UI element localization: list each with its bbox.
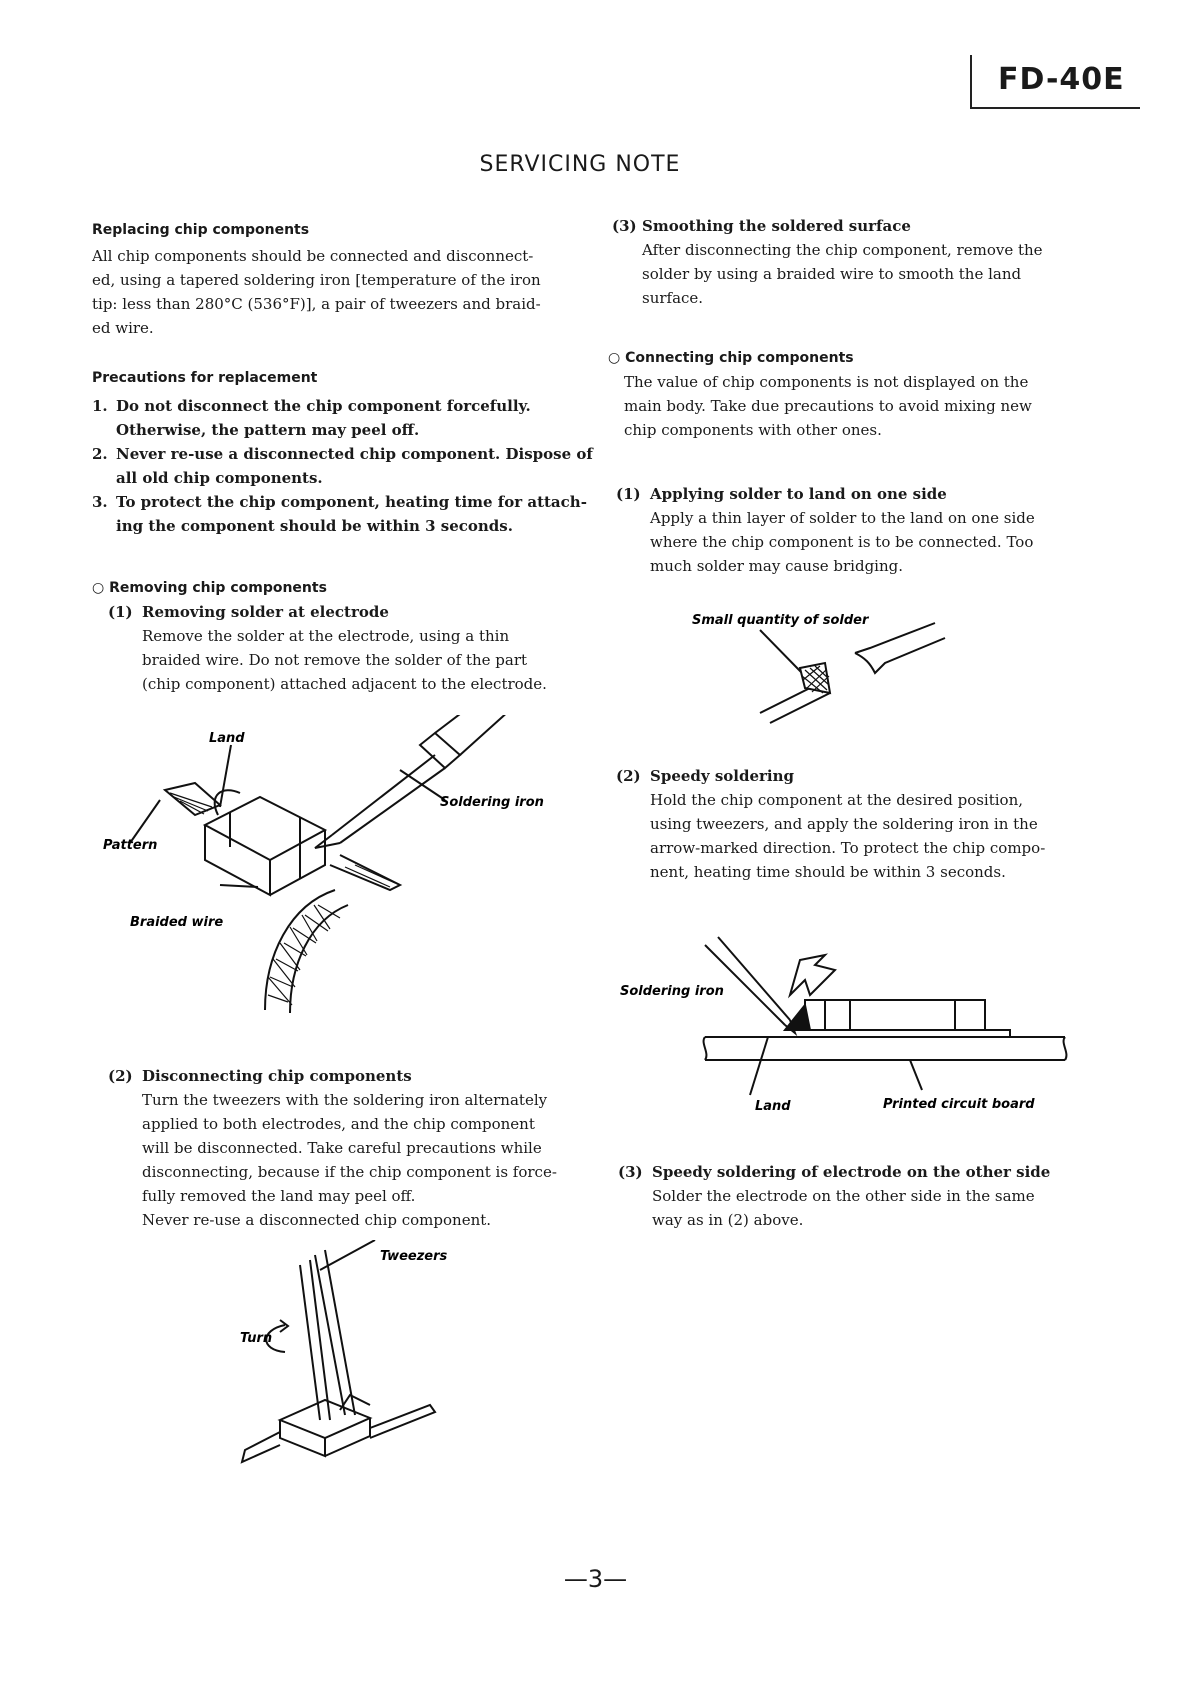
text-line: The value of chip components is not displayed on the (624, 373, 1029, 391)
bullet-icon: ○ (608, 350, 626, 366)
text-line: will be disconnected. Take careful precautions while (142, 1139, 542, 1157)
tweezers-label: Tweezers (380, 1249, 448, 1264)
step-number: (2) (108, 1067, 133, 1085)
pcb-label: Printed circuit board (883, 1097, 1035, 1112)
text-line: Remove the solder at the electrode, using a thin (142, 627, 510, 645)
step-title: Speedy soldering (650, 767, 795, 785)
text-line: Never re-use a disconnected chip component. (142, 1211, 492, 1229)
text-line: chip components with other ones. (624, 421, 882, 439)
text-line: disconnecting, because if the chip component is force- (142, 1163, 557, 1181)
precautions-heading: Precautions for replacement (92, 370, 318, 386)
heading-text: Connecting chip components (625, 350, 854, 366)
removing-solder-figure (100, 715, 580, 1015)
text-line: braided wire. Do not remove the solder of the part (142, 651, 528, 669)
text-line: tip: less than 280°C (536°F)], a pair of tweezers and braid- (92, 295, 541, 313)
text-line: ing the component should be within 3 seconds. (116, 517, 513, 535)
text-line: applied to both electrodes, and the chip component (142, 1115, 535, 1133)
item-number: 3. (92, 493, 108, 511)
text-line: All chip components should be connected and disconnect- (92, 247, 534, 265)
replacing-heading: Replacing chip components (92, 222, 310, 238)
list-item (92, 394, 593, 418)
tweezers-figure (230, 1240, 490, 1490)
soldering-iron-label: Soldering iron (620, 984, 724, 999)
speedy-soldering-figure (620, 925, 1080, 1125)
text-line: To protect the chip component, heating time for attach- (116, 493, 587, 511)
step-number: (3) (612, 217, 637, 235)
smoothing-step (612, 214, 1043, 310)
soldering-iron-label: Soldering iron (440, 795, 544, 810)
step-title: Smoothing the soldered surface (642, 217, 911, 235)
text-line: arrow-marked direction. To protect the chip compo- (650, 839, 1046, 857)
text-line: fully removed the land may peel off. (142, 1187, 416, 1205)
text-line: (chip component) attached adjacent to the electrode. (142, 675, 547, 693)
pattern-label: Pattern (103, 838, 158, 853)
bullet-icon: ○ (92, 580, 110, 596)
text-line: Never re-use a disconnected chip component. Dispose of (116, 445, 593, 463)
step-title: Removing solder at electrode (142, 603, 389, 621)
text-line: ed, using a tapered soldering iron [temperature of the iron (92, 271, 541, 289)
heading-text: Removing chip components (109, 580, 327, 596)
step-title: Speedy soldering of electrode on the other side (652, 1163, 1051, 1181)
text-line: Apply a thin layer of solder to the land on one side (650, 509, 1035, 527)
model-number: FD-40E (998, 62, 1125, 97)
small-solder-label: Small quantity of solder (692, 613, 869, 628)
text-line: using tweezers, and apply the soldering iron in the (650, 815, 1038, 833)
text-line: way as in (2) above. (652, 1211, 804, 1229)
page-number: —3— (563, 1565, 628, 1593)
step-number: (3) (618, 1163, 643, 1181)
connecting-heading (608, 350, 854, 366)
text-line: Do not disconnect the chip component forcefully. (116, 397, 531, 415)
page-title: SERVICING NOTE (479, 152, 681, 177)
turn-label: Turn (240, 1331, 273, 1346)
list-item (92, 442, 593, 466)
text-line: main body. Take due precautions to avoid mixing new (624, 397, 1032, 415)
removing-step-2 (108, 1064, 557, 1232)
text-line: Turn the tweezers with the soldering iron alternately (142, 1091, 548, 1109)
text-line: Otherwise, the pattern may peel off. (116, 421, 420, 439)
text-line: where the chip component is to be connected. Too (650, 533, 1034, 551)
land-label: Land (209, 731, 245, 746)
braided-wire-label: Braided wire (130, 915, 224, 930)
text-line: much solder may cause bridging. (650, 557, 904, 575)
step-number: (1) (108, 603, 133, 621)
step-number: (2) (616, 767, 641, 785)
step-number: (1) (616, 485, 641, 503)
step-title: Applying solder to land on one side (650, 485, 947, 503)
connecting-text (624, 370, 1032, 442)
text-line: solder by using a braided wire to smooth the land (642, 265, 1022, 283)
text-line: Hold the chip component at the desired position, (650, 791, 1024, 809)
connecting-step-1 (616, 482, 1035, 578)
replacing-text (92, 244, 541, 340)
connecting-step-3 (618, 1160, 1050, 1232)
precautions-list (92, 394, 593, 538)
text-line: ed wire. (92, 319, 154, 337)
text-line: Solder the electrode on the other side in the same (652, 1187, 1035, 1205)
item-number: 2. (92, 445, 108, 463)
text-line: all old chip components. (116, 469, 323, 487)
step-title: Disconnecting chip components (142, 1067, 412, 1085)
small-solder-figure (680, 608, 960, 728)
removing-heading (92, 580, 327, 596)
removing-step-1 (108, 600, 547, 696)
list-item (92, 490, 593, 514)
item-number: 1. (92, 397, 108, 415)
land-label: Land (755, 1099, 791, 1114)
text-line: nent, heating time should be within 3 seconds. (650, 863, 1006, 881)
text-line: After disconnecting the chip component, remove the (642, 241, 1043, 259)
connecting-step-2 (616, 764, 1045, 884)
text-line: surface. (642, 289, 704, 307)
